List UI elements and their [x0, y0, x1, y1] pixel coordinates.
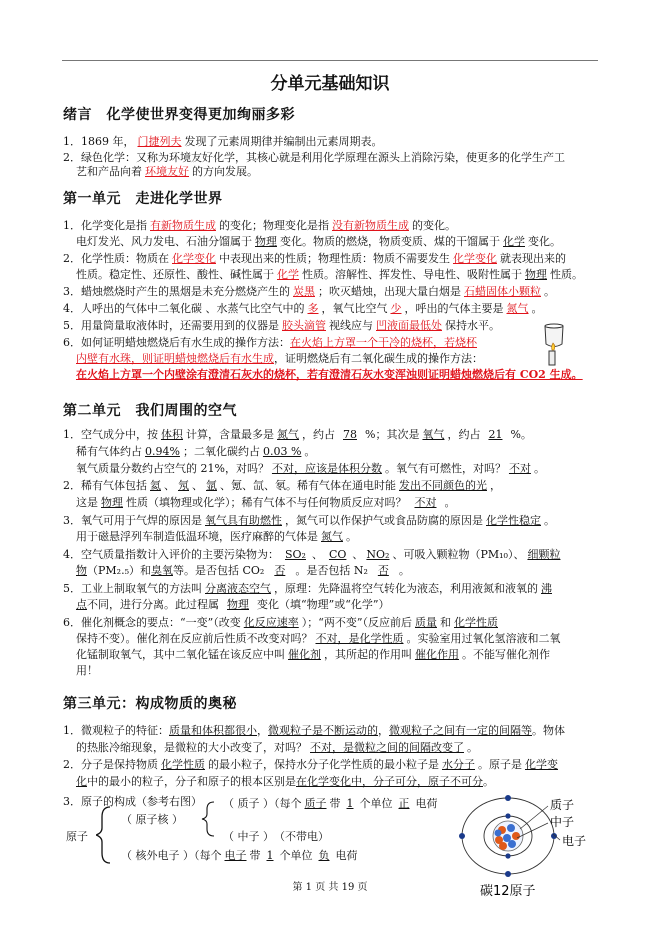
- u1-line-5: 3．蜡烛燃烧时产生的黑烟是未充分燃烧产生的 炭黑 ；吹灭蜡烛，出现大量白烟是 石蜡固体小颗粒 。: [63, 285, 555, 298]
- u1-line-4: 性质。稳定性、还原性、酸性、碱性属于 化学 性质。溶解性、挥发性、导电性、吸附性属于 物理 性质。: [76, 268, 583, 281]
- section-heading-unit3: 第三单元：构成物质的奥秘: [63, 696, 237, 712]
- u3-line-5: 3．原子的构成（参考右图）: [63, 795, 202, 808]
- section-heading-unit1: 第一单元 走进化学世界: [63, 191, 223, 207]
- u1-line-6: 4．人呼出的气体中二氧化碳 、水蒸气比空气中的 多 ，氧气比空气 少 ，呼出的气体主要是 氮气 。: [63, 302, 543, 315]
- page-title: 分单元基础知识: [270, 74, 390, 94]
- header-rule: [62, 60, 598, 61]
- u1-line-9: 内壁有水珠，则证明蜡烛燃烧后有水生成，证明燃烧后有二氧化碳生成的操作方法：: [76, 352, 483, 365]
- u2-line-2: 稀有气体约占 0.94% ；二氧化碳约占 0.03 % 。: [76, 445, 316, 458]
- atom-bracket-lines: [96, 795, 226, 870]
- u3-line-1: 1．微观粒子的特征：质量和体积都很小，微观粒子是不断运动的，微观粒子之间有一定的间隔等。物体: [63, 724, 565, 737]
- u2-line-8: 4．空气质量指数计入评价的主要污染物为： SO₂ 、 CO 、 NO₂ 、可吸入颗粒物（PM₁₀）、 细颗粒: [63, 548, 561, 561]
- atom-proton-row: （ 质子 ）（每个 质子 带 1 个单位 正 电荷: [223, 797, 438, 810]
- u1-line-7: 5．用量筒量取液体时，还需要用到的仪器是 胶头滴管 视线应与 凹液面最低处 保持水平。: [63, 319, 500, 332]
- intro-line-1: 1．1869 年， 门捷列夫 发现了元素周期律并编制出元素周期表。: [63, 135, 383, 148]
- intro-line-2: 2．绿色化学：又称为环境友好化学，其核心就是利用化学原理在源头上消除污染，使更多的化学生产工: [63, 151, 565, 164]
- u2-line-6: 3．氧气可用于气焊的原因是 氧气具有助燃性 ，氮气可以作保护气或食品防腐的原因是 化学性稳定 。: [63, 514, 555, 527]
- u1-line-1: 1．化学变化是指 有新物质生成 的变化；物理变化是指 没有新物质生成 的变化。: [63, 219, 456, 232]
- u2-line-14: 化锰制取氧气，其中二氧化锰在该反应中叫 催化剂 ，其所起的作用叫 催化作用 。不能写催化剂作: [76, 648, 550, 661]
- candle-beaker-figure: [535, 322, 575, 366]
- section-heading-unit2: 第二单元 我们周围的空气: [63, 403, 237, 419]
- u2-line-9: 物（PM₂.₅）和臭氧等。是否包括 CO₂ 否 。是否包括 N₂ 否 。: [76, 564, 410, 577]
- intro-line-3: 艺和产品向着 环境友好 的方向发展。: [76, 165, 258, 178]
- atom-nucleus-label: （ 原子核 ）: [121, 813, 183, 826]
- section-heading-intro: 绪言 化学使世界变得更加绚丽多彩: [63, 107, 295, 123]
- u3-line-3: 2．分子是保持物质 化学性质 的最小粒子，保持水分子化学性质的最小粒子是 水分子 。原子是 化学变: [63, 758, 558, 771]
- u2-line-15: 用！: [76, 664, 98, 677]
- atom-electron-row: （ 核外电子 ）（每个 电子 带 1 个单位 负 电荷: [121, 849, 358, 862]
- u1-line-10: 在火焰上方罩一个内壁涂有澄清石灰水的烧杯，若有澄清石灰水变浑浊则证明蜡烛燃烧后有 CO2 生成。: [76, 368, 583, 381]
- u2-line-3: 氧气质量分数约占空气的 21%，对吗？ 不对，应该是体积分数 。氧气有可燃性，对吗？ 不对 。: [76, 462, 545, 475]
- u1-line-8: 6．如何证明蜡烛燃烧后有水生成的操作方法：在火焰上方罩一个干冷的烧杯，若烧杯: [63, 336, 477, 349]
- figure-label-neutron: 中子: [550, 815, 575, 829]
- figure-label-electron: 电子: [562, 834, 587, 848]
- u1-line-2: 电灯发光、风力发电、石油分馏属于 物理 变化。物质的燃烧，物质变质、煤的干馏属于 化学 变化。: [76, 235, 561, 248]
- atom-neutron-row: （ 中子 ） （不带电）: [223, 830, 329, 843]
- u2-line-11: 点不同，进行分离。此过程属 物理 变化（填“物理”或“化学”）: [76, 598, 390, 611]
- u2-line-7: 用于磁悬浮列车制造低温环境，医疗麻醉的气体是 氮气 。: [76, 530, 357, 543]
- page-footer: 第 1 页 共 19 页: [292, 882, 368, 893]
- atom-label: 原子: [66, 830, 88, 843]
- u2-line-1: 1．空气成分中，按 体积 计算，含量最多是 氮气 ，约占 78 %；其次是 氧气 ，约占 21 %。: [63, 428, 532, 441]
- u2-line-5: 这是 物理 性质（填物理或化学）；稀有气体不与任何物质反应对吗？ 不对 。: [76, 496, 456, 509]
- u2-line-13: 保持不变）。催化剂在反应前后性质不改变对吗？ 不对，是化学性质 。实验室用过氧化氢溶液和二氧: [76, 632, 561, 645]
- figure-label-proton: 质子: [550, 798, 575, 812]
- u3-line-2: 的热胀冷缩现象，是微粒的大小改变了，对吗？ 不对，是微粒之间的间隔改变了 。: [76, 741, 478, 754]
- u2-line-10: 5．工业上制取氧气的方法叫 分离液态空气 ，原理：先降温将空气转化为液态，利用液氮和液氧的 沸: [63, 582, 552, 595]
- u2-line-12: 6．催化剂概念的要点：“一变”（改变 化反应速率 ）；“两不变”（反应前后 质量 和 化学性质: [63, 616, 498, 629]
- figure-caption: 碳12原子: [480, 884, 536, 899]
- u2-line-4: 2．稀有气体包括 氦 、 氖 、 氩 、氪、氙、氡。稀有气体在通电时能 发出不同颜色的光 ，: [63, 479, 501, 492]
- u1-line-3: 2．化学性质：物质在 化学变化 中表现出来的性质；物理性质：物质不需要发生 化学变化 就表现出来的: [63, 252, 566, 265]
- u3-line-4: 化中的最小的粒子，分子和原子的根本区别是在化学变化中，分子可分，原子不可分。: [76, 775, 494, 788]
